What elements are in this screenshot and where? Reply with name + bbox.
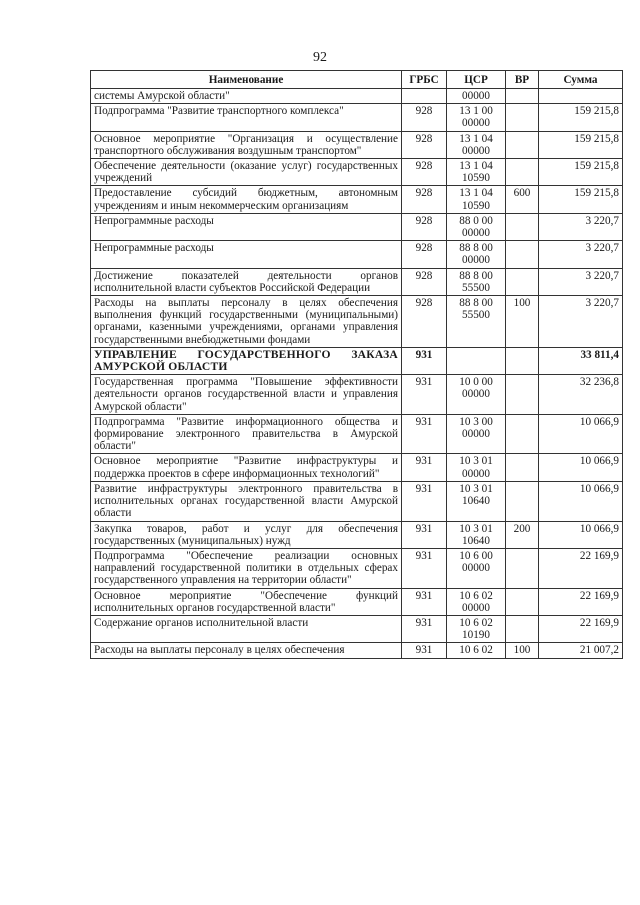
row-name-cell: Государственная программа "Повышение эффективности деятельности органов государственной власти и управления Амурской области" <box>91 375 402 415</box>
row-sum-cell: 32 236,8 <box>539 375 623 415</box>
table-body <box>91 89 623 659</box>
table-row <box>91 375 623 415</box>
row-sum-cell: 159 215,8 <box>539 186 623 213</box>
csr-line-1: 13 1 04 <box>459 160 493 173</box>
row-sum-cell: 159 215,8 <box>539 159 623 186</box>
row-sum-cell: 33 811,4 <box>539 347 623 374</box>
table-header-row <box>91 71 623 89</box>
csr-line-2: 00000 <box>462 117 490 130</box>
row-sum-cell <box>539 89 623 104</box>
table-row <box>91 615 623 642</box>
csr-line-1: 88 8 00 <box>459 242 493 255</box>
row-csr-cell <box>447 375 506 415</box>
row-name-cell: Достижение показателей деятельности органов исполнительной власти субъектов Российской Федерации <box>91 268 402 295</box>
row-name-cell: Развитие инфраструктуры электронного правительства в исполнительных органах государственной власти Амурской области <box>91 481 402 521</box>
row-grbs-cell: 931 <box>402 347 447 374</box>
table-row <box>91 588 623 615</box>
csr-line-2: 00000 <box>462 227 490 240</box>
row-sum-cell: 21 007,2 <box>539 643 623 658</box>
row-vr-cell <box>506 89 539 104</box>
table-row <box>91 347 623 374</box>
row-name-cell: Основное мероприятие "Организация и осуществление транспортного обслуживания воздушным транспортом" <box>91 131 402 158</box>
row-name-cell: Непрограммные расходы <box>91 213 402 240</box>
table-row <box>91 213 623 240</box>
row-name-cell: Непрограммные расходы <box>91 241 402 268</box>
row-name-cell: Основное мероприятие "Обеспечение функций исполнительных органов государственной власти" <box>91 588 402 615</box>
row-csr-cell <box>447 131 506 158</box>
row-csr-cell <box>447 548 506 588</box>
table-row <box>91 159 623 186</box>
csr-line-1: 00000 <box>462 90 490 102</box>
row-grbs-cell: 928 <box>402 213 447 240</box>
row-sum-cell: 159 215,8 <box>539 131 623 158</box>
table-row <box>91 481 623 521</box>
csr-line-1: 10 6 02 <box>459 616 493 629</box>
table-row <box>91 104 623 131</box>
row-csr-cell <box>447 643 506 658</box>
row-grbs-cell: 931 <box>402 375 447 415</box>
csr-line-2: 10640 <box>462 534 490 547</box>
csr-line-2: 00000 <box>462 144 490 157</box>
table-row <box>91 454 623 481</box>
row-csr-cell <box>447 347 506 374</box>
row-name-cell: Содержание органов исполнительной власти <box>91 615 402 642</box>
csr-line-1: 13 1 04 <box>459 187 493 200</box>
row-vr-cell: 100 <box>506 643 539 658</box>
header-vr: ВР <box>506 71 539 89</box>
csr-line-1: 13 1 04 <box>459 132 493 145</box>
csr-line-1: 10 3 01 <box>459 455 493 468</box>
row-vr-cell <box>506 548 539 588</box>
table-row <box>91 296 623 348</box>
csr-line-1: 10 0 00 <box>459 376 493 389</box>
row-sum-cell: 10 066,9 <box>539 521 623 548</box>
row-vr-cell <box>506 268 539 295</box>
page-number: 92 <box>313 50 327 65</box>
row-vr-cell: 100 <box>506 296 539 348</box>
table-row <box>91 241 623 268</box>
row-name-cell: Подпрограмма "Развитие транспортного комплекса" <box>91 104 402 131</box>
row-sum-cell: 159 215,8 <box>539 104 623 131</box>
row-csr-cell <box>447 89 506 104</box>
csr-line-2: 00000 <box>462 388 490 401</box>
row-name-cell: Подпрограмма "Обеспечение реализации основных направлений государственной политики в отдельных сферах государственного управления на территории области" <box>91 548 402 588</box>
row-name-cell: Основное мероприятие "Развитие инфраструктуры и поддержка проектов в сфере информационных технологий" <box>91 454 402 481</box>
table-row <box>91 521 623 548</box>
csr-line-2: 10590 <box>462 199 490 212</box>
row-vr-cell <box>506 615 539 642</box>
row-csr-cell <box>447 588 506 615</box>
table-row <box>91 89 623 104</box>
row-grbs-cell: 928 <box>402 159 447 186</box>
row-vr-cell <box>506 159 539 186</box>
csr-line-1: 10 3 01 <box>459 482 493 495</box>
row-csr-cell <box>447 159 506 186</box>
csr-line-2: 55500 <box>462 281 490 294</box>
csr-line-1: 10 6 00 <box>459 549 493 562</box>
row-grbs-cell: 928 <box>402 241 447 268</box>
csr-line-1: 88 0 00 <box>459 214 493 227</box>
row-vr-cell <box>506 241 539 268</box>
table-row <box>91 131 623 158</box>
row-sum-cell: 10 066,9 <box>539 481 623 521</box>
csr-line-2: 00000 <box>462 562 490 575</box>
row-csr-cell <box>447 104 506 131</box>
row-grbs-cell: 931 <box>402 454 447 481</box>
table-row <box>91 186 623 213</box>
row-grbs-cell <box>402 89 447 104</box>
row-grbs-cell: 931 <box>402 548 447 588</box>
csr-line-1: 10 6 02 <box>459 644 493 657</box>
row-name-cell: Подпрограмма "Развитие информационного общества и формирование электронного правительства в Амурской области" <box>91 414 402 454</box>
row-csr-cell <box>447 296 506 348</box>
row-csr-cell <box>447 241 506 268</box>
row-sum-cell: 22 169,9 <box>539 588 623 615</box>
row-grbs-cell: 928 <box>402 268 447 295</box>
csr-line-2: 10190 <box>462 629 490 642</box>
table-row <box>91 268 623 295</box>
header-grbs: ГРБС <box>402 71 447 89</box>
row-name-cell: Расходы на выплаты персоналу в целях обеспечения выполнения функций государственными (муниципальными) органами, казенными учреждениями, органами управления государственными внебюджетными фондами <box>91 296 402 348</box>
row-csr-cell <box>447 268 506 295</box>
header-csr: ЦСР <box>447 71 506 89</box>
row-sum-cell: 3 220,7 <box>539 296 623 348</box>
row-vr-cell <box>506 213 539 240</box>
csr-line-1: 10 3 01 <box>459 522 493 535</box>
csr-line-1: 88 8 00 <box>459 297 493 310</box>
row-vr-cell <box>506 104 539 131</box>
row-grbs-cell: 931 <box>402 615 447 642</box>
row-csr-cell <box>447 213 506 240</box>
row-name-cell: Расходы на выплаты персоналу в целях обеспечения <box>91 643 402 658</box>
row-vr-cell <box>506 414 539 454</box>
row-grbs-cell: 928 <box>402 104 447 131</box>
row-csr-cell <box>447 521 506 548</box>
header-sum: Сумма <box>539 71 623 89</box>
row-vr-cell <box>506 375 539 415</box>
row-csr-cell <box>447 414 506 454</box>
row-grbs-cell: 931 <box>402 414 447 454</box>
csr-line-2: 10640 <box>462 495 490 508</box>
csr-line-1: 88 8 00 <box>459 269 493 282</box>
row-grbs-cell: 931 <box>402 588 447 615</box>
row-grbs-cell: 931 <box>402 481 447 521</box>
row-grbs-cell: 928 <box>402 296 447 348</box>
row-grbs-cell: 928 <box>402 186 447 213</box>
row-name-cell: Предоставление субсидий бюджетным, автономным учреждениям и иным некоммерческим организациям <box>91 186 402 213</box>
csr-line-2: 00000 <box>462 601 490 614</box>
row-sum-cell: 10 066,9 <box>539 414 623 454</box>
row-sum-cell: 10 066,9 <box>539 454 623 481</box>
row-csr-cell <box>447 454 506 481</box>
row-sum-cell: 3 220,7 <box>539 213 623 240</box>
row-vr-cell <box>506 347 539 374</box>
csr-line-2: 00000 <box>462 428 490 441</box>
row-name-cell: УПРАВЛЕНИЕ ГОСУДАРСТВЕННОГО ЗАКАЗА АМУРСКОЙ ОБЛАСТИ <box>91 347 402 374</box>
row-vr-cell <box>506 454 539 481</box>
row-csr-cell <box>447 615 506 642</box>
row-vr-cell: 600 <box>506 186 539 213</box>
csr-line-1: 13 1 00 <box>459 105 493 118</box>
table-row <box>91 548 623 588</box>
row-csr-cell <box>447 481 506 521</box>
row-vr-cell: 200 <box>506 521 539 548</box>
row-sum-cell: 3 220,7 <box>539 268 623 295</box>
csr-line-1: 10 3 00 <box>459 415 493 428</box>
row-grbs-cell: 931 <box>402 643 447 658</box>
csr-line-1: 10 6 02 <box>459 589 493 602</box>
table-row <box>91 414 623 454</box>
row-name-cell: Обеспечение деятельности (оказание услуг) государственных учреждений <box>91 159 402 186</box>
row-name-cell: системы Амурской области" <box>91 89 402 104</box>
row-sum-cell: 3 220,7 <box>539 241 623 268</box>
row-sum-cell: 22 169,9 <box>539 548 623 588</box>
row-vr-cell <box>506 131 539 158</box>
csr-line-2: 55500 <box>462 309 490 322</box>
row-grbs-cell: 928 <box>402 131 447 158</box>
csr-line-2: 00000 <box>462 467 490 480</box>
row-vr-cell <box>506 588 539 615</box>
csr-line-2: 10590 <box>462 172 490 185</box>
row-name-cell: Закупка товаров, работ и услуг для обеспечения государственных (муниципальных) нужд <box>91 521 402 548</box>
row-vr-cell <box>506 481 539 521</box>
csr-line-2: 00000 <box>462 254 490 267</box>
budget-table <box>90 70 623 659</box>
row-csr-cell <box>447 186 506 213</box>
header-name: Наименование <box>91 71 402 89</box>
row-grbs-cell: 931 <box>402 521 447 548</box>
row-sum-cell: 22 169,9 <box>539 615 623 642</box>
table-row <box>91 643 623 658</box>
